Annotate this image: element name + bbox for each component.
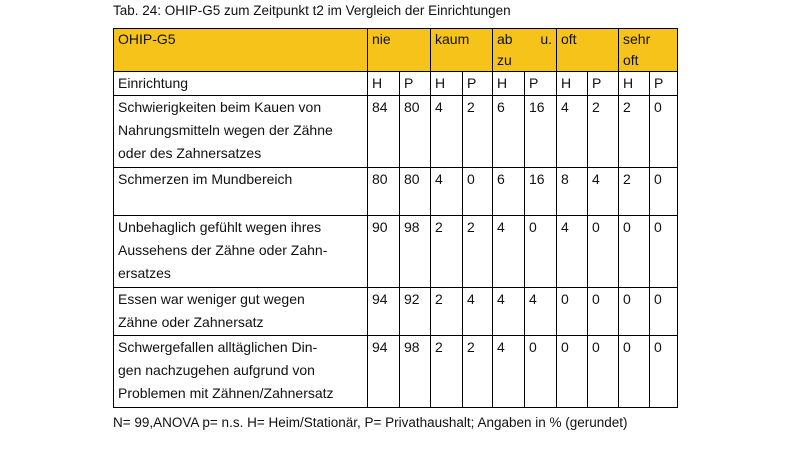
table-cell: 4: [493, 288, 525, 336]
table-cell: 0: [619, 216, 650, 288]
row-label-line: ersatzes: [118, 265, 171, 281]
subheader-col: P: [400, 72, 431, 96]
table-cell: 4: [493, 216, 525, 288]
header-ohip: OHIP-G5: [114, 29, 368, 72]
ohip-table: [113, 28, 678, 408]
header-ab: ab: [497, 31, 513, 47]
subheader-einrichtung: Einrichtung: [114, 72, 368, 96]
table-cell: 4: [557, 216, 588, 288]
table-row: [114, 96, 678, 168]
table-row: [114, 288, 678, 336]
table-caption: Tab. 24: OHIP-G5 zum Zeitpunkt t2 im Vergleich der Einrichtungen: [113, 3, 511, 18]
table-cell: 2: [463, 216, 493, 288]
table-cell: 0: [650, 336, 678, 408]
table-cell: 2: [619, 168, 650, 216]
table-cell: 0: [650, 288, 678, 336]
table-cell: 0: [619, 288, 650, 336]
table-cell: 0: [619, 336, 650, 408]
subheader-col: P: [650, 72, 678, 96]
subheader-col: H: [431, 72, 463, 96]
row-label-line: Zähne oder Zahnersatz: [118, 314, 264, 330]
table-footnote: N= 99,ANOVA p= n.s. H= Heim/Stationär, P= Privathaushalt; Angaben in % (gerundet): [113, 415, 628, 430]
table-cell: 0: [525, 216, 557, 288]
header-kaum: kaum: [431, 29, 493, 72]
table-cell: 0: [557, 336, 588, 408]
table-cell: 2: [431, 216, 463, 288]
row-label-line: Unbehaglich gefühlt wegen ihres: [118, 219, 322, 235]
subheader-col: H: [493, 72, 525, 96]
table-cell: 84: [368, 96, 400, 168]
subheader-col: P: [588, 72, 619, 96]
table-cell: 8: [557, 168, 588, 216]
table-cell: 98: [400, 216, 431, 288]
table-cell: 2: [431, 336, 463, 408]
row-label-line: Schwergefallen alltäglichen Din-: [118, 339, 318, 355]
table-cell: 16: [525, 96, 557, 168]
table-cell: 0: [650, 168, 678, 216]
header-oft: oft: [557, 29, 619, 72]
header-sehr-oft-line2: oft: [623, 52, 639, 68]
table-cell: 80: [368, 168, 400, 216]
table-row: [114, 336, 678, 408]
header-ab-und-zu: [493, 29, 557, 72]
table-cell: 2: [431, 288, 463, 336]
table-cell: 4: [493, 336, 525, 408]
subheader-col: P: [463, 72, 493, 96]
header-nie: nie: [368, 29, 431, 72]
table-cell: 6: [493, 168, 525, 216]
table-cell: 4: [525, 288, 557, 336]
row-label-line: Schwierigkeiten beim Kauen von: [118, 99, 322, 115]
table-cell: 94: [368, 336, 400, 408]
row-label: [114, 336, 368, 408]
row-label-line: oder des Zahnersatzes: [118, 145, 262, 161]
row-label-line: Schmerzen im Mundbereich: [118, 171, 293, 187]
table-cell: 4: [557, 96, 588, 168]
table-cell: 4: [431, 168, 463, 216]
table-header-row: [114, 29, 678, 72]
table-cell: 0: [588, 288, 619, 336]
row-label: [114, 96, 368, 168]
row-label-line: Problemen mit Zähnen/Zahnersatz: [118, 385, 334, 401]
table-cell: 0: [650, 216, 678, 288]
table-cell: 16: [525, 168, 557, 216]
table-cell: 0: [588, 336, 619, 408]
row-label-line: Nahrungsmitteln wegen der Zähne: [118, 122, 333, 138]
table-cell: 2: [463, 336, 493, 408]
table-cell: 0: [463, 168, 493, 216]
table-row: [114, 216, 678, 288]
row-label-line: gen nachzugehen aufgrund von: [118, 362, 315, 378]
table-cell: 6: [493, 96, 525, 168]
table-cell: 4: [463, 288, 493, 336]
row-label-line: Aussehens der Zähne oder Zahn-: [118, 242, 328, 258]
subheader-col: P: [525, 72, 557, 96]
table-cell: 98: [400, 336, 431, 408]
table-cell: 0: [650, 96, 678, 168]
table-cell: 2: [619, 96, 650, 168]
table-cell: 80: [400, 168, 431, 216]
table-cell: 0: [557, 288, 588, 336]
table-cell: 90: [368, 216, 400, 288]
row-label: [114, 216, 368, 288]
row-label-line: Essen war weniger gut wegen: [118, 291, 305, 307]
header-zu: zu: [497, 52, 512, 68]
table-cell: 0: [525, 336, 557, 408]
table-row: [114, 168, 678, 216]
table-cell: 2: [588, 96, 619, 168]
subheader-col: H: [619, 72, 650, 96]
table-cell: 2: [463, 96, 493, 168]
subheader-col: H: [368, 72, 400, 96]
row-label: [114, 168, 368, 216]
table-cell: 4: [588, 168, 619, 216]
row-label: [114, 288, 368, 336]
table-cell: 4: [431, 96, 463, 168]
header-und: u.: [540, 31, 552, 47]
table-cell: 80: [400, 96, 431, 168]
header-sehr-oft: [619, 29, 678, 72]
table-cell: 0: [588, 216, 619, 288]
subheader-col: H: [557, 72, 588, 96]
header-sehr: sehr: [623, 31, 651, 47]
table-cell: 94: [368, 288, 400, 336]
table-subheader-row: [114, 72, 678, 96]
table-cell: 92: [400, 288, 431, 336]
